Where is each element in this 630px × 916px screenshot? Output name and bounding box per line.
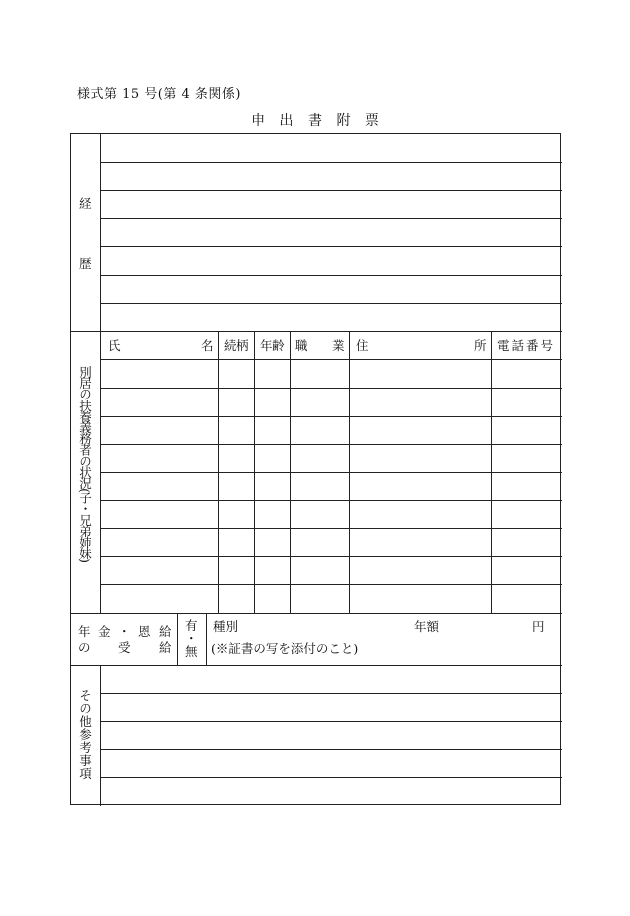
pension-label-nen: 年 [78,624,91,639]
title-char: 附 [336,113,351,129]
header-name-1: 氏 [108,338,121,353]
dependents-row-line [100,500,562,501]
header-address-2: 所 [474,338,487,353]
pension-label-divider [177,613,178,665]
remarks-row-line [100,777,562,778]
career-row-line [100,190,562,191]
pension-yes: 有 [185,618,198,633]
career-label-bottom: 歴 [79,256,92,271]
title-char: 申 [251,113,266,129]
pension-label-kyu2: 給 [159,640,172,655]
remarks-label-divider [100,665,101,806]
form-number: 様式第 15 号(第 4 条関係) [77,87,241,102]
header-address-1: 住 [356,338,369,353]
pension-note: (※証書の写を添付のこと) [211,641,359,656]
pension-annual-label: 年額 [414,619,440,634]
section-divider [71,613,562,614]
title-char: 票 [364,113,379,129]
header-occupation-1: 職 [295,338,308,353]
form-table [70,133,561,805]
pension-label-on: 恩 [138,624,151,639]
dependents-row-line [100,416,562,417]
dependents-row-line [100,584,562,585]
section-divider [71,331,562,332]
dependents-row-line [100,388,562,389]
career-row-line [100,303,562,304]
career-row-line [100,218,562,219]
dependents-row-line [100,556,562,557]
career-label-top: 経 [79,196,92,211]
header-name-2: 名 [201,338,214,353]
dependents-row-line [100,472,562,473]
remarks-row-line [100,693,562,694]
pension-no: 無 [185,644,198,659]
dependents-side-label: 別居の扶養義務者の状況(子・兄弟姉妹) [77,366,93,562]
career-row-line [100,275,562,276]
document-title [0,110,630,130]
career-label-divider [100,134,101,331]
title-char: 出 [279,113,294,129]
pension-yen: 円 [532,619,545,634]
dependents-row-line [100,444,562,445]
title-char: 書 [308,113,322,129]
pension-dot: ・ [185,631,198,646]
remarks-row-line [100,749,562,750]
dependents-row-line [100,359,562,360]
pension-label-ju: 受 [118,640,131,655]
header-relation: 続柄 [224,338,249,353]
header-phone: 電話番号 [497,338,556,353]
header-age: 年齢 [260,338,285,353]
career-row-line [100,246,562,247]
pension-label-dot: ・ [118,624,131,639]
pension-yesno-divider [206,613,207,665]
section-divider [71,665,562,666]
dependents-row-line [100,528,562,529]
header-occupation-2: 業 [332,338,345,353]
pension-label-no: の [78,640,91,655]
remarks-side-label: その他参考事項 [77,689,93,780]
career-row-line [100,162,562,163]
pension-type-label: 種別 [213,619,239,634]
pension-label-kyu: 給 [159,624,172,639]
pension-label-kin: 金 [98,624,111,639]
remarks-row-line [100,721,562,722]
